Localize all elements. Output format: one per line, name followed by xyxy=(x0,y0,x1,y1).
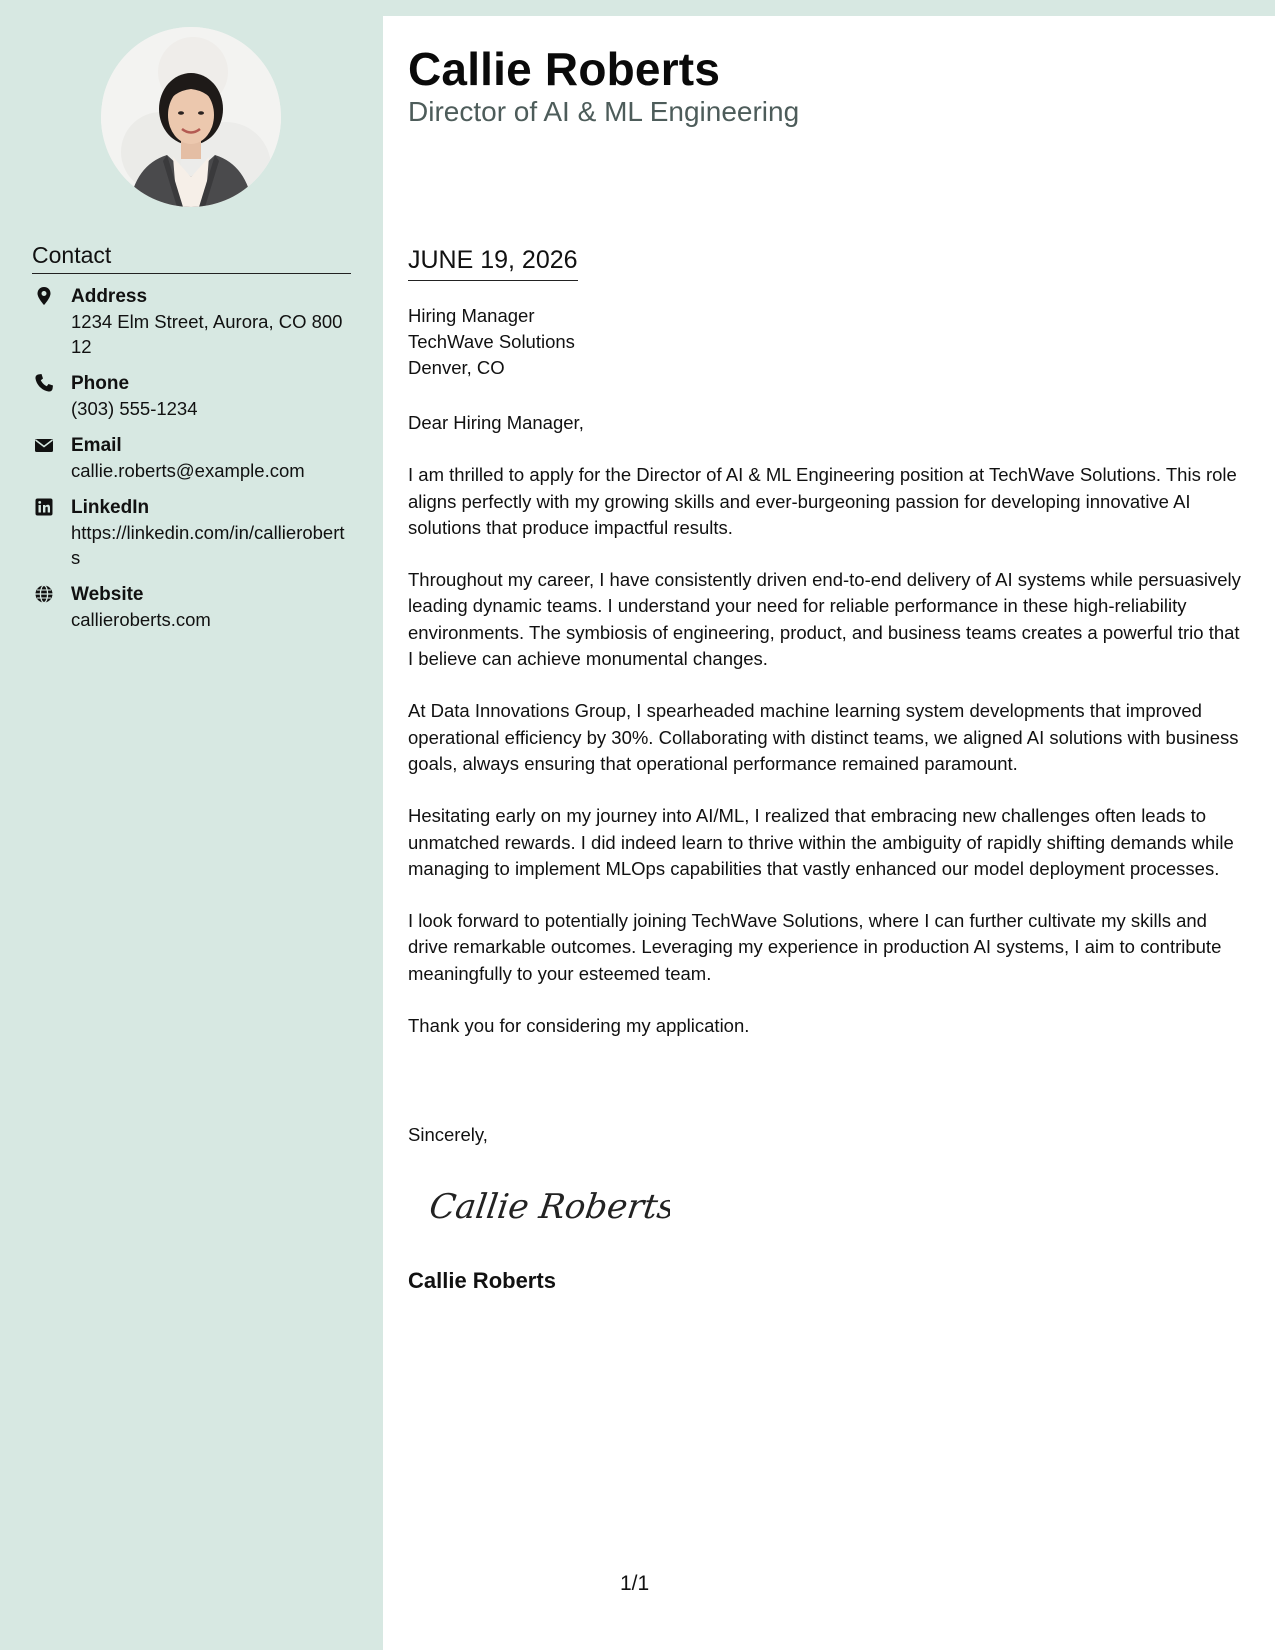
contact-phone xyxy=(32,371,352,421)
profile-photo xyxy=(101,27,281,207)
linkedin-icon xyxy=(34,497,54,517)
email-label: Email xyxy=(71,435,122,456)
handwritten-signature xyxy=(430,1176,670,1236)
website-value[interactable]: callieroberts.com xyxy=(71,609,211,630)
contact-address xyxy=(32,284,352,359)
page-number: 1/1 xyxy=(620,1572,650,1595)
recipient-company: TechWave Solutions xyxy=(408,331,575,352)
body-paragraph: Throughout my career, I have consistently driven end-to-end delivery of AI systems while persuasively leading dynamic teams. I understand your need for reliable performance in these high-reliability environments. The symbiosis of engineering, product, and business teams creates a powerful trio that I believe can achieve monumental changes. xyxy=(408,569,1241,670)
letter-date: JUNE 19, 2026 xyxy=(408,244,578,281)
recipient-title: Hiring Manager xyxy=(408,305,535,326)
closing: Sincerely, xyxy=(408,1124,488,1145)
contact-linkedin xyxy=(32,495,352,570)
email-value: callie.roberts@example.com xyxy=(71,460,305,481)
address-label: Address xyxy=(71,286,148,307)
contact-website xyxy=(32,582,352,632)
map-pin-icon xyxy=(34,286,54,306)
salutation: Dear Hiring Manager, xyxy=(408,412,584,433)
body-paragraph: I look forward to potentially joining TechWave Solutions, where I can further cultivate my skills and drive remarkable outcomes. Leveraging my experience in production AI systems, I aim to contribute meaningfully to your esteemed team. xyxy=(408,910,1222,984)
linkedin-label: LinkedIn xyxy=(71,497,150,518)
letter-body xyxy=(408,410,1248,1065)
body-paragraph: Thank you for considering my application. xyxy=(408,1015,750,1037)
recipient-location: Denver, CO xyxy=(408,357,505,378)
contact-heading: Contact xyxy=(32,240,351,274)
body-paragraph: I am thrilled to apply for the Director of AI & ML Engineering position at TechWave Solutions. This role aligns perfectly with my growing skills and ever-burgeoning passion for developing innovative AI solutions that produce impactful results. xyxy=(408,464,1237,538)
body-paragraph: Hesitating early on my journey into AI/ML, I realized that embracing new challenges often leads to unmatched rewards. I did indeed learn to thrive within the ambiguity of rapidly shifting demands while managing to implement MLOps capabilities that vastly enhanced our model deployment processes. xyxy=(408,805,1234,879)
phone-icon xyxy=(34,373,54,393)
body-paragraph: At Data Innovations Group, I spearheaded machine learning system developments that improved operational efficiency by 30%. Collaborating with distinct teams, we aligned AI solutions with business goals, always ensuring that operational performance remained paramount. xyxy=(408,700,1239,774)
applicant-name: Callie Roberts xyxy=(408,43,721,95)
contact-email xyxy=(32,433,352,483)
sidebar xyxy=(0,0,383,1650)
phone-value: (303) 555-1234 xyxy=(71,398,198,419)
contact-list xyxy=(32,284,352,644)
address-value: 1234 Elm Street, Aurora, CO 80012 xyxy=(71,311,343,357)
phone-label: Phone xyxy=(71,373,130,394)
linkedin-value[interactable]: https://linkedin.com/in/callieroberts xyxy=(71,522,345,568)
signer-name: Callie Roberts xyxy=(408,1268,556,1293)
signature-text: Callie Roberts xyxy=(430,1187,670,1227)
envelope-icon xyxy=(34,435,54,455)
website-label: Website xyxy=(71,584,144,605)
applicant-role: Director of AI & ML Engineering xyxy=(408,96,800,127)
globe-icon xyxy=(34,584,54,604)
recipient-block xyxy=(408,303,575,381)
